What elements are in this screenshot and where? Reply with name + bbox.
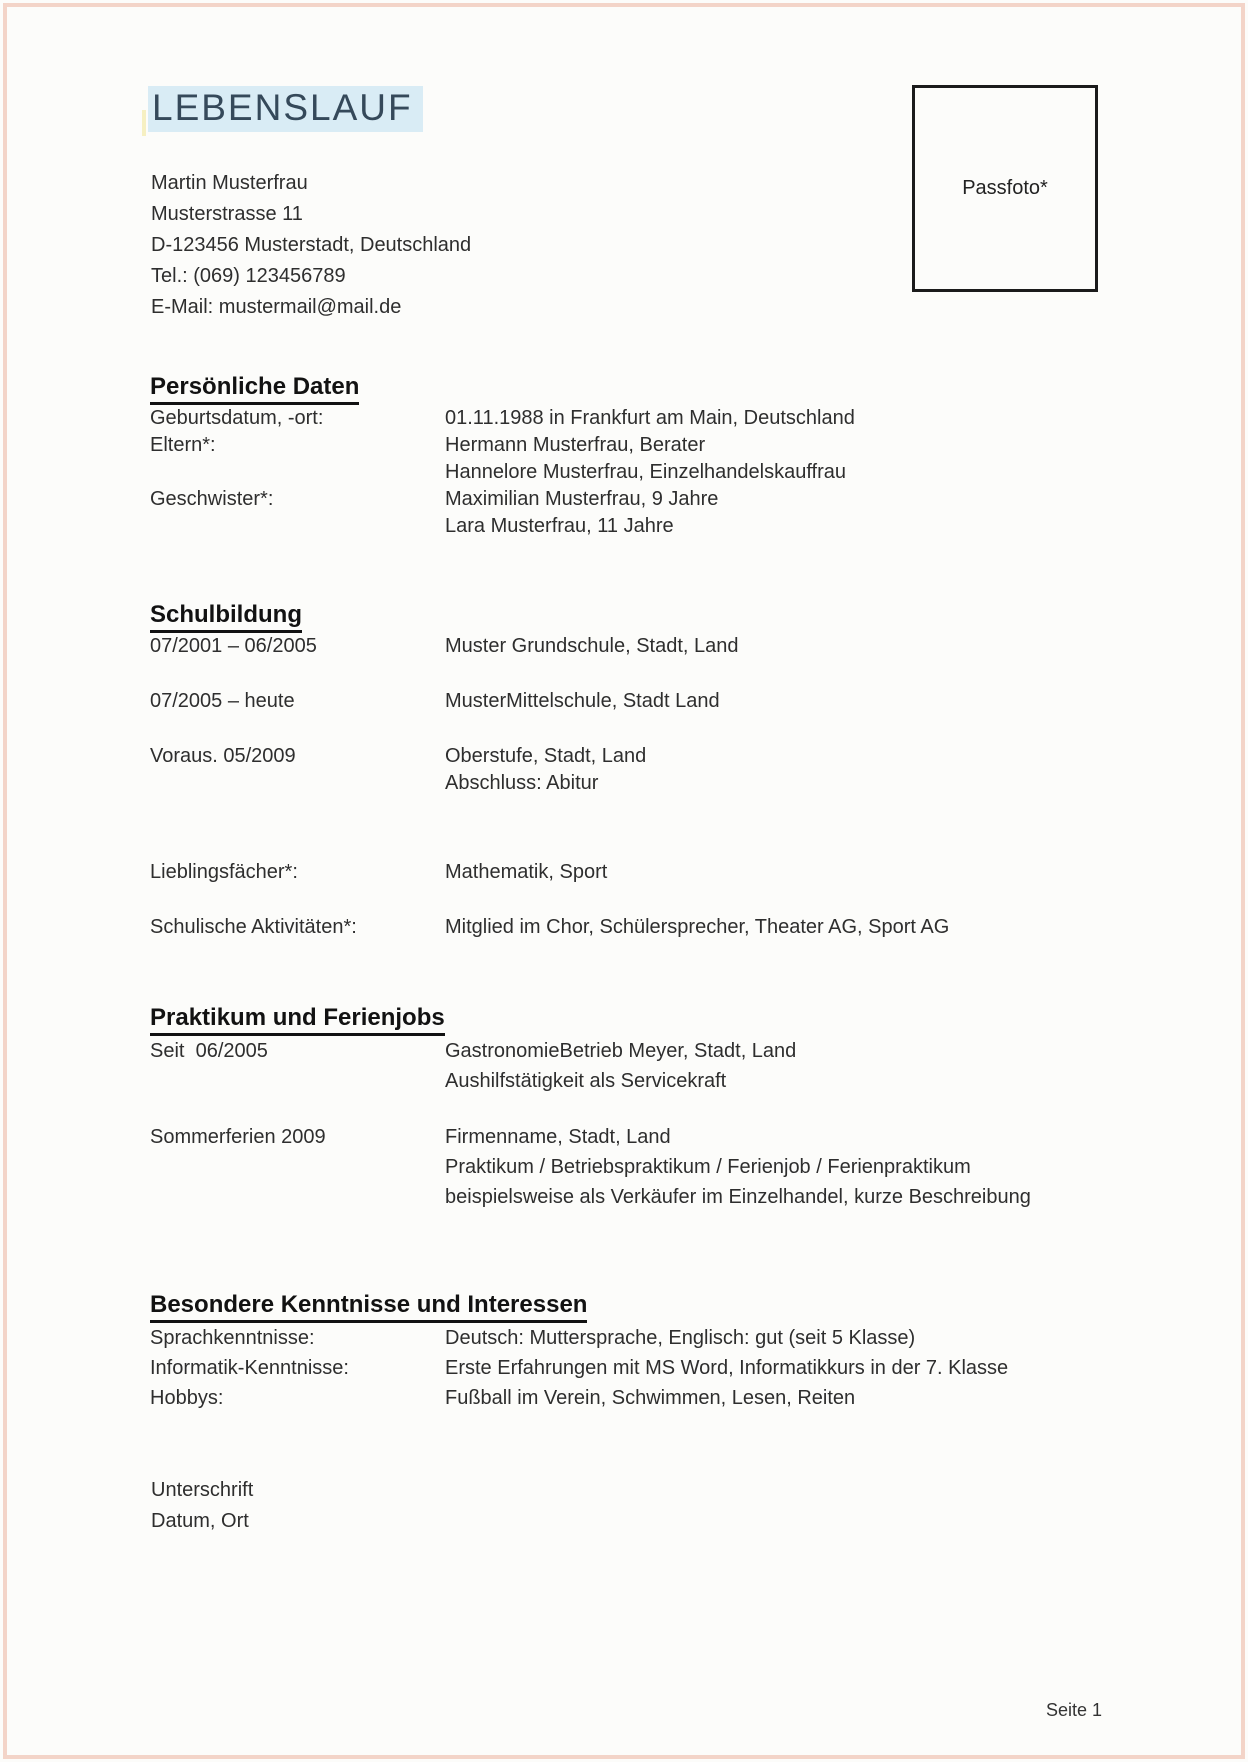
row-value: Muster Grundschule, Stadt, Land: [445, 635, 739, 657]
row-label: Informatik-Kenntnisse:: [150, 1357, 349, 1379]
table-row: [150, 405, 1110, 432]
table-row: [150, 633, 1110, 660]
section-heading: Besondere Kenntnisse und Interessen: [150, 1292, 587, 1323]
section-personal-data: [150, 374, 1110, 540]
scan-artifact: [142, 110, 146, 136]
row-label: Sommerferien 2009: [150, 1126, 326, 1148]
section-skills-interests: [150, 1292, 1110, 1413]
row-values: [445, 1122, 1110, 1212]
row-values: [445, 688, 1110, 715]
page-number: Seite 1: [1046, 1700, 1103, 1720]
passport-photo-label: Passfoto*: [962, 177, 1048, 199]
row-label: Seit 06/2005: [150, 1040, 268, 1062]
row-label: Eltern*:: [150, 434, 216, 456]
row-values: [445, 432, 1110, 486]
table-row: [150, 1383, 1110, 1413]
table-row: [150, 1353, 1110, 1383]
row-value: Abschluss: Abitur: [445, 772, 599, 794]
contact-block: [151, 168, 471, 323]
contact-phone: Tel.: (069) 123456789: [151, 265, 346, 287]
row-label: 07/2001 – 06/2005: [150, 635, 317, 657]
signature-block: [151, 1475, 253, 1537]
row-value: Hermann Musterfrau, Berater: [445, 434, 706, 456]
section-education: [150, 602, 1110, 941]
row-value: 01.11.1988 in Frankfurt am Main, Deutschland: [445, 407, 855, 429]
row-value: GastronomieBetrieb Meyer, Stadt, Land: [445, 1040, 797, 1062]
row-values: [445, 1353, 1110, 1383]
row-values: [445, 405, 1110, 432]
date-place-label: Datum, Ort: [151, 1510, 249, 1532]
section-heading: Praktikum und Ferienjobs: [150, 1005, 445, 1036]
section-heading: Schulbildung: [150, 602, 302, 633]
row-values: [445, 1383, 1110, 1413]
section-internships: [150, 1005, 1110, 1212]
table-row: [150, 1036, 1110, 1096]
table-row: [150, 743, 1110, 797]
row-label: Hobbys:: [150, 1387, 224, 1409]
contact-city: D-123456 Musterstadt, Deutschland: [151, 234, 472, 256]
contact-email: E-Mail: mustermail@mail.de: [151, 296, 402, 318]
row-values: [445, 1036, 1110, 1096]
contact-street: Musterstrasse 11: [151, 203, 303, 225]
row-value: Lara Musterfrau, 11 Jahre: [445, 515, 674, 537]
row-value: Fußball im Verein, Schwimmen, Lesen, Reiten: [445, 1387, 856, 1409]
row-values: [445, 914, 1110, 941]
signature-label: Unterschrift: [151, 1479, 254, 1501]
row-value: Praktikum / Betriebspraktikum / Ferienjob / Ferienpraktikum: [445, 1156, 971, 1178]
page-title: LEBENSLAUF: [148, 86, 423, 132]
table-row: [150, 859, 1110, 886]
row-value: MusterMittelschule, Stadt Land: [445, 690, 720, 712]
row-label: Sprachkenntnisse:: [150, 1327, 315, 1349]
row-value: Mathematik, Sport: [445, 861, 608, 883]
row-value: Mitglied im Chor, Schülersprecher, Theater AG, Sport AG: [445, 916, 950, 938]
table-row: [150, 688, 1110, 715]
section-heading: Persönliche Daten: [150, 374, 359, 405]
table-row: [150, 432, 1110, 486]
row-values: [445, 486, 1110, 540]
table-row: [150, 1323, 1110, 1353]
row-value: Oberstufe, Stadt, Land: [445, 745, 647, 767]
row-label: Schulische Aktivitäten*:: [150, 916, 357, 938]
table-row: [150, 914, 1110, 941]
row-value: Erste Erfahrungen mit MS Word, Informatikkurs in der 7. Klasse: [445, 1357, 1009, 1379]
table-row: [150, 486, 1110, 540]
row-values: [445, 1323, 1110, 1353]
row-label: Geschwister*:: [150, 488, 274, 510]
row-values: [445, 743, 1110, 797]
row-label: Voraus. 05/2009: [150, 745, 296, 767]
row-label: Lieblingsfächer*:: [150, 861, 298, 883]
row-value: Hannelore Musterfrau, Einzelhandelskauffrau: [445, 461, 846, 483]
row-value: Deutsch: Muttersprache, Englisch: gut (seit 5 Klasse): [445, 1327, 916, 1349]
row-value: Aushilfstätigkeit als Servicekraft: [445, 1070, 727, 1092]
contact-name: Martin Musterfrau: [151, 172, 308, 194]
row-value: beispielsweise als Verkäufer im Einzelhandel, kurze Beschreibung: [445, 1186, 1031, 1208]
row-label: 07/2005 – heute: [150, 690, 295, 712]
table-row: [150, 1122, 1110, 1212]
passport-photo-box: [912, 85, 1098, 292]
row-label: Geburtsdatum, -ort:: [150, 407, 324, 429]
row-value: Maximilian Musterfrau, 9 Jahre: [445, 488, 719, 510]
row-value: Firmenname, Stadt, Land: [445, 1126, 671, 1148]
row-values: [445, 633, 1110, 660]
row-values: [445, 859, 1110, 886]
